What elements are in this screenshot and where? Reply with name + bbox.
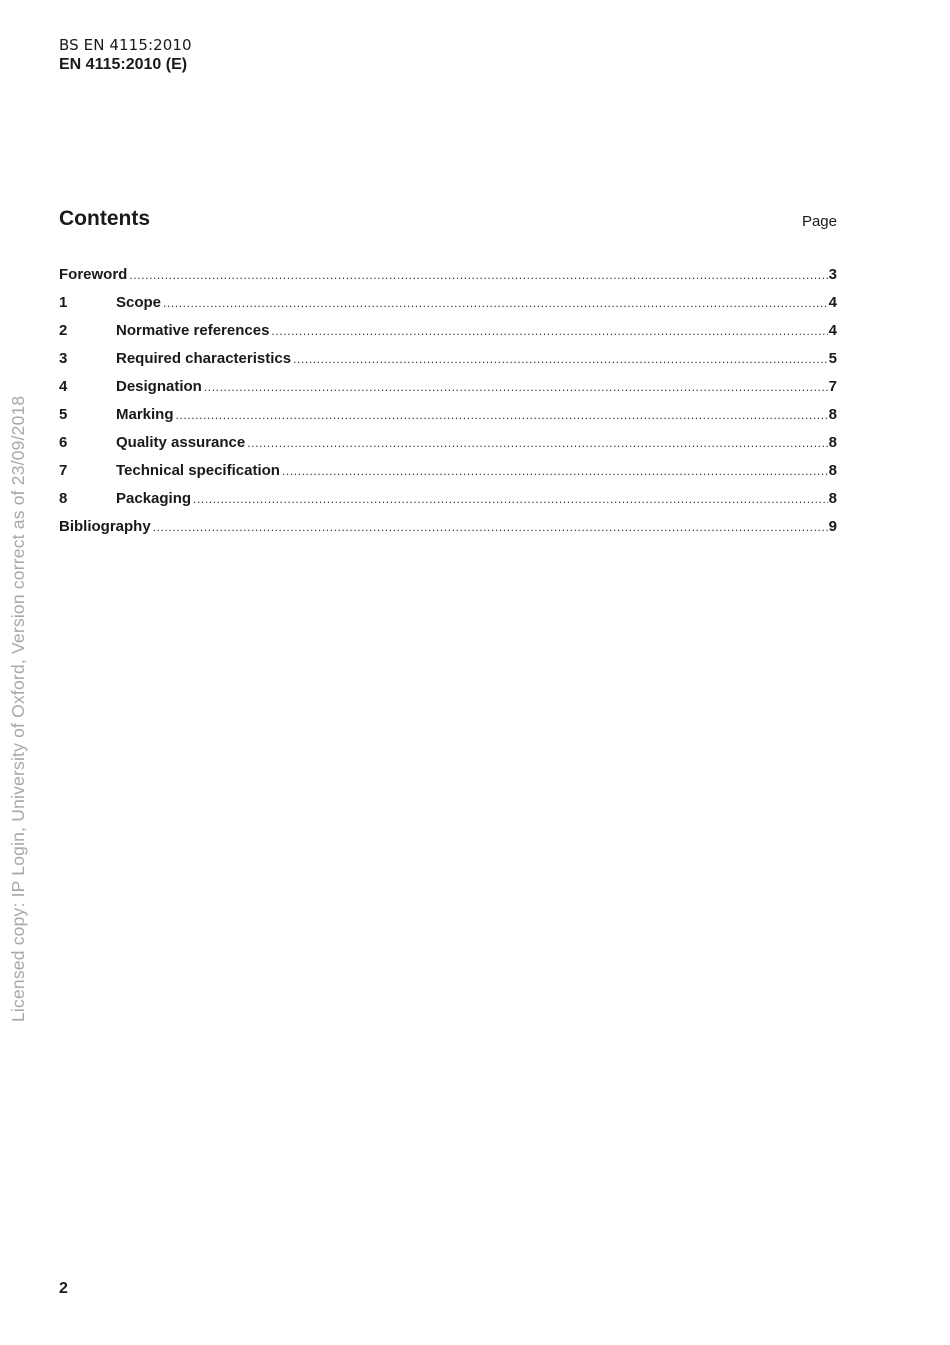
toc-entry-foreword[interactable]: [59, 266, 837, 294]
toc-entry-number: 5: [59, 406, 68, 423]
toc-entry-title: Marking: [116, 406, 174, 423]
toc-leader-dots: [163, 296, 828, 310]
toc-entry-title: Normative references: [116, 322, 270, 339]
toc-entry-packaging[interactable]: [59, 490, 837, 518]
toc-entry-title: Quality assurance: [116, 434, 246, 451]
toc-entry-bibliography[interactable]: [59, 518, 837, 546]
toc-leader-dots: [271, 324, 827, 338]
toc-entry-title: Technical specification: [116, 462, 280, 479]
toc-entry-designation[interactable]: [59, 378, 837, 406]
toc-entry-page: 7: [828, 378, 837, 395]
toc-entry-number: 1: [59, 294, 68, 311]
toc-leader-dots: [247, 436, 827, 450]
toc-entry-page: 4: [828, 322, 837, 339]
toc-leader-dots: [293, 352, 828, 366]
toc-entry-title: Required characteristics: [116, 350, 292, 367]
toc-entry-page: 3: [828, 266, 837, 283]
toc-entry-normative-references[interactable]: [59, 322, 837, 350]
page-column-label: Page: [801, 213, 837, 230]
toc-entry-page: 5: [828, 350, 837, 367]
document-header: [59, 36, 192, 74]
toc-entry-number: 8: [59, 490, 68, 507]
toc-entry-title: Bibliography: [59, 518, 151, 535]
bs-standard-number: BS EN 4115:2010: [59, 36, 192, 54]
toc-leader-dots: [282, 464, 828, 478]
license-watermark: Licensed copy: IP Login, University of Oxford, Version correct as of 23/09/2018: [8, 395, 28, 1022]
toc-entry-page: 4: [828, 294, 837, 311]
toc-entry-number: 3: [59, 350, 68, 367]
page-number: 2: [59, 1280, 68, 1297]
toc-entry-number: 6: [59, 434, 68, 451]
toc-entry-title: Designation: [116, 378, 202, 395]
toc-entry-page: 9: [828, 518, 837, 535]
en-standard-number: EN 4115:2010 (E): [59, 56, 188, 73]
toc-entry-number: 7: [59, 462, 68, 479]
toc-entry-page: 8: [828, 490, 837, 507]
contents-heading: Contents: [59, 207, 150, 230]
toc-entry-scope[interactable]: [59, 294, 837, 322]
toc-leader-dots: [193, 492, 828, 506]
toc-entry-title: Scope: [116, 294, 162, 311]
toc-entry-number: 2: [59, 322, 68, 339]
toc-entry-page: 8: [828, 462, 837, 479]
toc-entry-title: Foreword: [59, 266, 128, 283]
toc-leader-dots: [129, 268, 827, 282]
toc-leader-dots: [204, 380, 828, 394]
toc-entry-quality-assurance[interactable]: [59, 434, 837, 462]
toc-entry-technical-specification[interactable]: [59, 462, 837, 490]
toc-leader-dots: [153, 520, 828, 534]
toc-entry-title: Packaging: [116, 490, 192, 507]
table-of-contents: [59, 266, 837, 546]
toc-entry-page: 8: [828, 434, 837, 451]
toc-leader-dots: [176, 408, 828, 422]
toc-entry-page: 8: [828, 406, 837, 423]
toc-entry-number: 4: [59, 378, 68, 395]
toc-entry-required-characteristics[interactable]: [59, 350, 837, 378]
toc-entry-marking[interactable]: [59, 406, 837, 434]
